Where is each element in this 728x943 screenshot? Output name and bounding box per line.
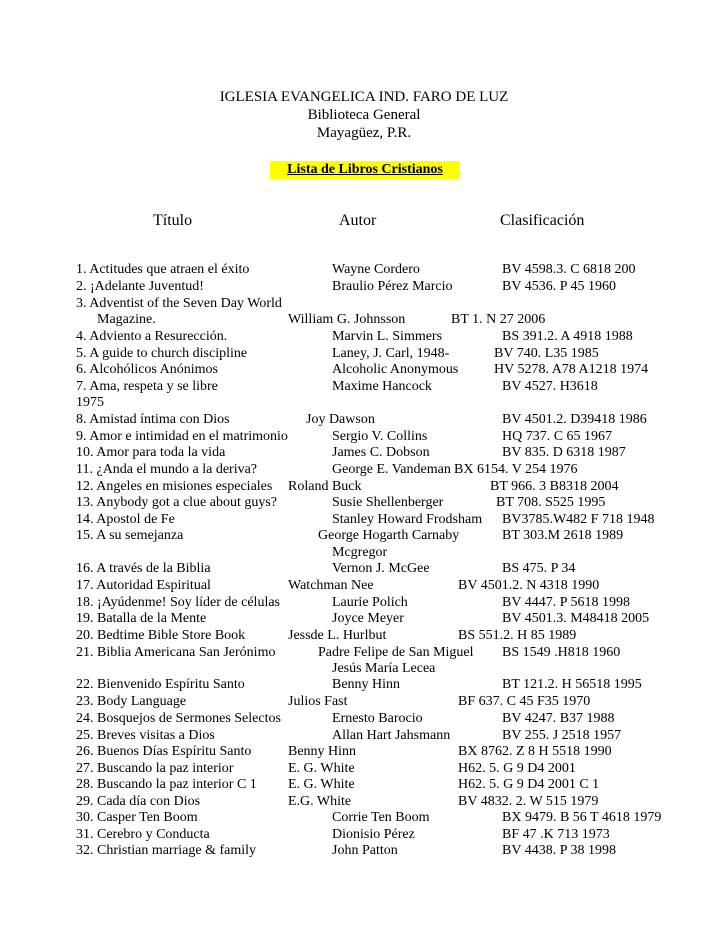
header-line-3: Mayagüez, P.R. xyxy=(316,125,412,141)
book-title: 6. Alcohólicos Anónimos xyxy=(76,362,218,377)
book-classification: BV 4438. P 38 1998 xyxy=(502,843,616,858)
book-title: 27. Buscando la paz interior xyxy=(76,761,234,776)
book-title: 4. Adviento a Resurección. xyxy=(76,329,228,344)
book-classification: BV 4447. P 5618 1998 xyxy=(502,595,630,610)
book-author: Ernesto Barocio xyxy=(332,711,423,726)
book-author: Jesús María Lecea xyxy=(332,661,436,676)
book-classification: BV 4527. H3618 xyxy=(502,379,598,394)
book-author: Maxime Hancock xyxy=(332,379,432,394)
book-title: 29. Cada día con Dios xyxy=(76,794,201,809)
book-author: E. G. White xyxy=(288,761,355,776)
book-author: Joyce Meyer xyxy=(332,611,404,626)
book-author: Dionisio Pérez xyxy=(332,827,415,842)
book-author: Wayne Cordero xyxy=(332,262,420,277)
book-classification: BT 708. S525 1995 xyxy=(496,495,606,510)
book-classification: BT 1. N 27 2006 xyxy=(451,312,546,327)
book-author: Watchman Nee xyxy=(288,578,374,593)
book-title: 14. Apostol de Fe xyxy=(76,512,175,527)
book-author: Braulio Pérez Marcio xyxy=(332,279,453,294)
book-author: Julios Fast xyxy=(288,694,348,709)
book-author: Benny Hinn xyxy=(332,677,401,692)
book-title: 24. Bosquejos de Sermones Selectos xyxy=(76,711,281,726)
book-author: Vernon J. McGee xyxy=(332,561,430,576)
book-author: John Patton xyxy=(332,843,398,858)
book-author: Padre Felipe de San Miguel xyxy=(318,645,474,660)
header-line-1: IGLESIA EVANGELICA IND. FARO DE LUZ xyxy=(219,89,509,105)
header-line-2: Biblioteca General xyxy=(307,107,421,123)
book-title: 12. Angeles en misiones especiales xyxy=(76,479,273,494)
book-author: Laurie Polich xyxy=(332,595,408,610)
book-classification: H62. 5. G 9 D4 2001 xyxy=(458,761,576,776)
book-author: Jessde L. Hurlbut xyxy=(288,628,387,643)
book-classification: BT 303.M 2618 1989 xyxy=(502,528,624,543)
book-title: 8. Amistad íntima con Dios xyxy=(76,412,230,427)
book-author: Benny Hinn xyxy=(288,744,357,759)
book-title: 30. Casper Ten Boom xyxy=(76,810,198,825)
book-classification: BS 551.2. H 85 1989 xyxy=(458,628,577,643)
book-classification: BV 4598.3. C 6818 200 xyxy=(502,262,636,277)
book-classification: BV 4536. P 45 1960 xyxy=(502,279,616,294)
book-classification: BX 8762. Z 8 H 5518 1990 xyxy=(458,744,612,759)
book-title: 31. Cerebro y Conducta xyxy=(76,827,210,842)
book-author: E. G. White xyxy=(288,777,355,792)
book-classification: BX 9479. B 56 T 4618 1979 xyxy=(502,810,662,825)
book-author: Roland Buck xyxy=(288,479,362,494)
column-header-classification: Clasificación xyxy=(500,212,585,229)
book-author: Joy Dawson xyxy=(306,412,375,427)
book-title: 25. Breves visitas a Dios xyxy=(76,728,215,743)
book-title: 2. ¡Adelante Juventud! xyxy=(76,279,204,294)
book-title: 3. Adventist of the Seven Day World xyxy=(76,296,282,311)
book-title: 1975 xyxy=(76,395,104,410)
book-author: George E. Vandeman xyxy=(332,462,451,477)
book-author: Allan Hart Jahsmann xyxy=(332,728,451,743)
book-title: 10. Amor para toda la vida xyxy=(76,445,226,460)
column-header-title: Título xyxy=(153,212,193,229)
book-classification: BS 1549 .H818 1960 xyxy=(502,645,621,660)
book-title: 32. Christian marriage & family xyxy=(76,843,257,858)
book-title: 15. A su semejanza xyxy=(76,528,184,543)
book-title: 19. Batalla de la Mente xyxy=(76,611,207,626)
book-classification: BT 966. 3 B8318 2004 xyxy=(490,479,619,494)
book-classification: BS 475. P 34 xyxy=(502,561,576,576)
book-author: Stanley Howard Frodsham xyxy=(332,512,483,527)
book-author: Mcgregor xyxy=(332,545,388,560)
book-title: 16. A través de la Biblia xyxy=(76,561,211,576)
book-classification: BV 255. J 2518 1957 xyxy=(502,728,622,743)
book-classification: BT 121.2. H 56518 1995 xyxy=(502,677,642,692)
book-classification: BX 6154. V 254 1976 xyxy=(454,462,578,477)
book-classification: BF 637. C 45 F35 1970 xyxy=(458,694,591,709)
book-classification: BV 4501.2. D39418 1986 xyxy=(502,412,647,427)
book-author: James C. Dobson xyxy=(332,445,430,460)
book-classification: BV3785.W482 F 718 1948 xyxy=(502,512,655,527)
book-title: 17. Autoridad Espiritual xyxy=(76,578,211,593)
book-title: 9. Amor e intimidad en el matrimonio xyxy=(76,429,288,444)
book-classification: BV 4501.2. N 4318 1990 xyxy=(458,578,600,593)
book-title: 26. Buenos Días Espíritu Santo xyxy=(76,744,252,759)
column-header-author: Autor xyxy=(339,212,377,229)
book-classification: BV 740. L35 1985 xyxy=(494,346,599,361)
book-title: 23. Body Language xyxy=(76,694,187,709)
book-classification: BV 4501.3. M48418 2005 xyxy=(502,611,650,626)
book-title: 11. ¿Anda el mundo a la deriva? xyxy=(76,462,258,477)
book-title: 28. Buscando la paz interior C 1 xyxy=(76,777,257,792)
book-title: 5. A guide to church discipline xyxy=(76,346,248,361)
book-author: Marvin L. Simmers xyxy=(332,329,443,344)
book-classification: BV 4832. 2. W 515 1979 xyxy=(458,794,599,809)
book-author: Alcoholic Anonymous xyxy=(332,362,459,377)
book-title: 20. Bedtime Bible Store Book xyxy=(76,628,246,643)
book-author: Susie Shellenberger xyxy=(332,495,444,510)
book-author: George Hogarth Carnaby xyxy=(318,528,460,543)
book-title: 1. Actitudes que atraen el éxito xyxy=(76,262,250,277)
book-title: 7. Ama, respeta y se libre xyxy=(76,379,218,394)
book-classification: BV 4247. B37 1988 xyxy=(502,711,615,726)
list-subtitle: Lista de Libros Cristianos xyxy=(270,161,460,179)
book-title: 21. Biblia Americana San Jerónimo xyxy=(76,645,276,660)
book-classification: HV 5278. A78 A1218 1974 xyxy=(494,362,649,377)
book-title: 22. Bienvenido Espíritu Santo xyxy=(76,677,245,692)
book-classification: HQ 737. C 65 1967 xyxy=(502,429,613,444)
book-classification: H62. 5. G 9 D4 2001 C 1 xyxy=(458,777,600,792)
book-author: E.G. White xyxy=(288,794,352,809)
book-author: Corrie Ten Boom xyxy=(332,810,430,825)
book-author: William G. Johnsson xyxy=(288,312,406,327)
book-author: Laney, J. Carl, 1948- xyxy=(332,346,450,361)
book-classification: BS 391.2. A 4918 1988 xyxy=(502,329,633,344)
book-title: Magazine. xyxy=(97,312,156,327)
book-classification: BF 47 .K 713 1973 xyxy=(502,827,610,842)
book-author: Sergio V. Collins xyxy=(332,429,428,444)
book-title: 13. Anybody got a clue about guys? xyxy=(76,495,278,510)
book-title: 18. ¡Ayúdenme! Soy líder de células xyxy=(76,595,280,610)
book-classification: BV 835. D 6318 1987 xyxy=(502,445,626,460)
